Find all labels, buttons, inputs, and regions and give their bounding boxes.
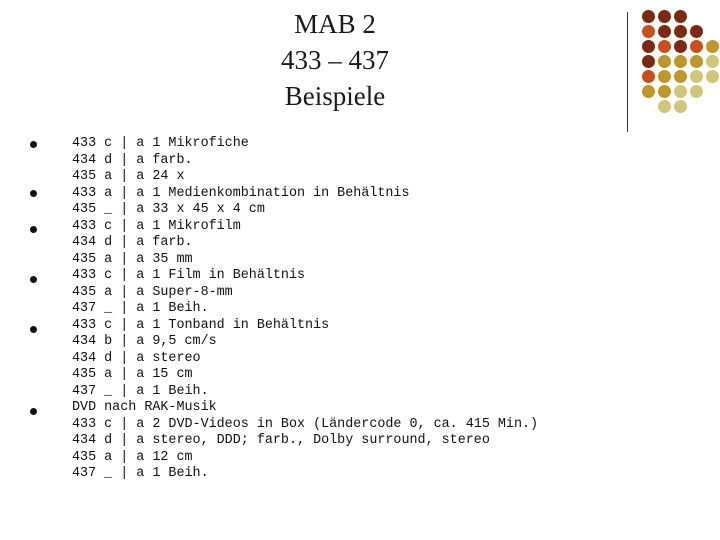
decor-dot: [706, 70, 719, 83]
decor-dot: [642, 70, 655, 83]
decor-dot: [674, 100, 687, 113]
example-line: 434 b | a 9,5 cm/s: [72, 334, 217, 349]
decor-dot: [674, 40, 687, 53]
bullet-icon: [30, 326, 37, 333]
decorative-divider: [627, 12, 628, 132]
example-line: 437 _ | a 1 Beih.: [72, 383, 209, 399]
decor-dot: [674, 85, 687, 98]
example-line: 433 c | a 1 Tonband in Behältnis: [72, 317, 330, 333]
example-line: 434 d | a stereo, DDD; farb., Dolby surround, stereo: [72, 433, 490, 448]
example-line: 437 _ | a 1 Beih.: [72, 466, 209, 481]
decor-dot: [706, 40, 719, 53]
decor-dot: [658, 25, 671, 38]
title-line-1: MAB 2: [294, 9, 376, 39]
example-line: 435 a | a Super-8-mm: [72, 284, 233, 300]
decor-dot: [642, 40, 655, 53]
decor-dot: [690, 40, 703, 53]
title-line-3: Beispiele: [284, 81, 386, 111]
example-line: 435 a | a 12 cm: [72, 449, 193, 465]
example-line: 434 d | a farb.: [72, 152, 193, 168]
decor-dot: [690, 70, 703, 83]
decor-dot: [658, 100, 671, 113]
mab-examples-list: [72, 136, 538, 483]
decor-dot: [658, 70, 671, 83]
bullet-icon: [30, 226, 37, 233]
decor-dot: [674, 70, 687, 83]
example-line: 434 d | a farb.: [72, 235, 193, 250]
example-line: 435 a | a 15 cm: [72, 367, 193, 382]
example-line: 433 c | a 1 Mikrofilm: [72, 218, 241, 234]
decor-dot: [690, 25, 703, 38]
decor-dot: [706, 55, 719, 68]
decor-dot: [690, 55, 703, 68]
slide-title: [150, 6, 520, 114]
decor-dot: [642, 10, 655, 23]
decor-dot: [642, 55, 655, 68]
example-line: 433 c | a 1 Film in Behältnis: [72, 268, 306, 283]
bullet-icon: [30, 408, 37, 415]
decor-dot: [658, 85, 671, 98]
title-line-2: 433 – 437: [281, 45, 389, 75]
example-line: 434 d | a stereo: [72, 350, 201, 366]
decor-dot: [642, 85, 655, 98]
decor-dot: [690, 85, 703, 98]
bullet-icon: [30, 190, 37, 197]
example-line: 435 a | a 24 x: [72, 169, 185, 184]
decorative-dot-grid: [640, 10, 720, 110]
bullet-icon: [30, 141, 37, 148]
decor-dot: [674, 10, 687, 23]
decor-dot: [642, 25, 655, 38]
example-line: 433 c | a 1 Mikrofiche: [72, 136, 249, 151]
example-line: 435 a | a 35 mm: [72, 251, 193, 267]
decor-dot: [658, 55, 671, 68]
decor-dot: [658, 10, 671, 23]
decor-dot: [674, 25, 687, 38]
decor-dot: [658, 40, 671, 53]
example-line: 433 c | a 2 DVD-Videos in Box (Ländercode 0, ca. 415 Min.): [72, 416, 539, 432]
decor-dot: [674, 55, 687, 68]
example-line: 433 a | a 1 Medienkombination in Behältnis: [72, 185, 410, 201]
example-line: DVD nach RAK-Musik: [72, 400, 217, 415]
example-line: 437 _ | a 1 Beih.: [72, 301, 209, 316]
example-line: 435 _ | a 33 x 45 x 4 cm: [72, 202, 265, 217]
bullet-icon: [30, 276, 37, 283]
